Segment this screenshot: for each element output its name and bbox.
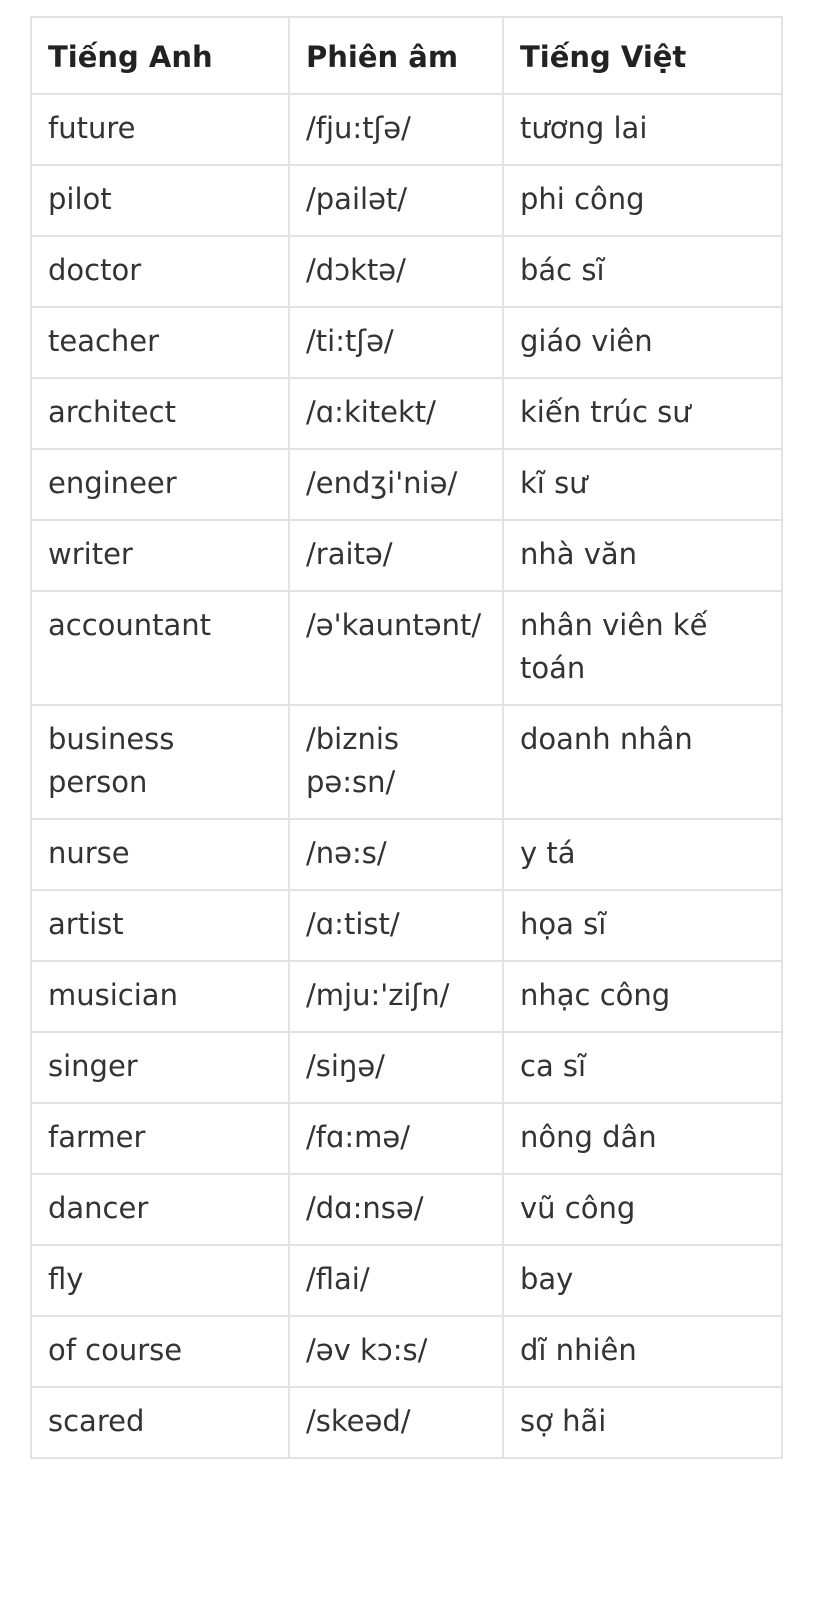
vietnamese-cell: nhạc công <box>503 961 782 1032</box>
vietnamese-cell: tương lai <box>503 94 782 165</box>
english-cell: artist <box>31 890 289 961</box>
vietnamese-cell: vũ công <box>503 1174 782 1245</box>
table-row <box>31 890 782 961</box>
table-row <box>31 1103 782 1174</box>
vietnamese-cell: bay <box>503 1245 782 1316</box>
header-english: Tiếng Anh <box>31 17 289 94</box>
phonetic-cell: /nə:s/ <box>289 819 503 890</box>
header-vietnamese: Tiếng Việt <box>503 17 782 94</box>
header-phonetic: Phiên âm <box>289 17 503 94</box>
phonetic-cell: /endʒi'niə/ <box>289 449 503 520</box>
vietnamese-cell: dĩ nhiên <box>503 1316 782 1387</box>
table-row <box>31 449 782 520</box>
table-row <box>31 705 782 819</box>
phonetic-cell: /dɑ:nsə/ <box>289 1174 503 1245</box>
phonetic-cell: /mju:'ziʃn/ <box>289 961 503 1032</box>
vietnamese-cell: sợ hãi <box>503 1387 782 1458</box>
phonetic-cell: /biznis pə:sn/ <box>289 705 503 819</box>
english-cell: teacher <box>31 307 289 378</box>
english-cell: architect <box>31 378 289 449</box>
phonetic-cell: /siŋə/ <box>289 1032 503 1103</box>
english-cell: business person <box>31 705 289 819</box>
vietnamese-cell: phi công <box>503 165 782 236</box>
phonetic-cell: /dɔktə/ <box>289 236 503 307</box>
vietnamese-cell: nông dân <box>503 1103 782 1174</box>
vietnamese-cell: bác sĩ <box>503 236 782 307</box>
english-cell: farmer <box>31 1103 289 1174</box>
english-cell: dancer <box>31 1174 289 1245</box>
english-cell: accountant <box>31 591 289 705</box>
phonetic-cell: /ti:tʃə/ <box>289 307 503 378</box>
vietnamese-cell: kiến trúc sư <box>503 378 782 449</box>
table-row <box>31 520 782 591</box>
header-row <box>31 17 782 94</box>
english-cell: musician <box>31 961 289 1032</box>
vietnamese-cell: doanh nhân <box>503 705 782 819</box>
table-row <box>31 94 782 165</box>
phonetic-cell: /ɑ:tist/ <box>289 890 503 961</box>
english-cell: engineer <box>31 449 289 520</box>
table-row <box>31 1032 782 1103</box>
phonetic-cell: /flai/ <box>289 1245 503 1316</box>
table-row <box>31 165 782 236</box>
table-row <box>31 1174 782 1245</box>
english-cell: of course <box>31 1316 289 1387</box>
vietnamese-cell: nhà văn <box>503 520 782 591</box>
table-row <box>31 1387 782 1458</box>
vietnamese-cell: nhân viên kế toán <box>503 591 782 705</box>
english-cell: fly <box>31 1245 289 1316</box>
phonetic-cell: /raitə/ <box>289 520 503 591</box>
vietnamese-cell: họa sĩ <box>503 890 782 961</box>
table-row <box>31 307 782 378</box>
table-body <box>31 94 782 1458</box>
english-cell: pilot <box>31 165 289 236</box>
table-row <box>31 591 782 705</box>
vietnamese-cell: kĩ sư <box>503 449 782 520</box>
english-cell: singer <box>31 1032 289 1103</box>
table-row <box>31 236 782 307</box>
vietnamese-cell: ca sĩ <box>503 1032 782 1103</box>
phonetic-cell: /əv kɔ:s/ <box>289 1316 503 1387</box>
english-cell: writer <box>31 520 289 591</box>
english-cell: future <box>31 94 289 165</box>
phonetic-cell: /skeəd/ <box>289 1387 503 1458</box>
table-row <box>31 819 782 890</box>
english-cell: doctor <box>31 236 289 307</box>
phonetic-cell: /pailət/ <box>289 165 503 236</box>
english-cell: scared <box>31 1387 289 1458</box>
table-row <box>31 378 782 449</box>
phonetic-cell: /ə'kauntənt/ <box>289 591 503 705</box>
table-row <box>31 1316 782 1387</box>
phonetic-cell: /ɑ:kitekt/ <box>289 378 503 449</box>
vietnamese-cell: y tá <box>503 819 782 890</box>
phonetic-cell: /fɑ:mə/ <box>289 1103 503 1174</box>
table-header <box>31 17 782 94</box>
vocabulary-table <box>30 16 783 1459</box>
table-row <box>31 961 782 1032</box>
vietnamese-cell: giáo viên <box>503 307 782 378</box>
table-row <box>31 1245 782 1316</box>
phonetic-cell: /fju:tʃə/ <box>289 94 503 165</box>
english-cell: nurse <box>31 819 289 890</box>
